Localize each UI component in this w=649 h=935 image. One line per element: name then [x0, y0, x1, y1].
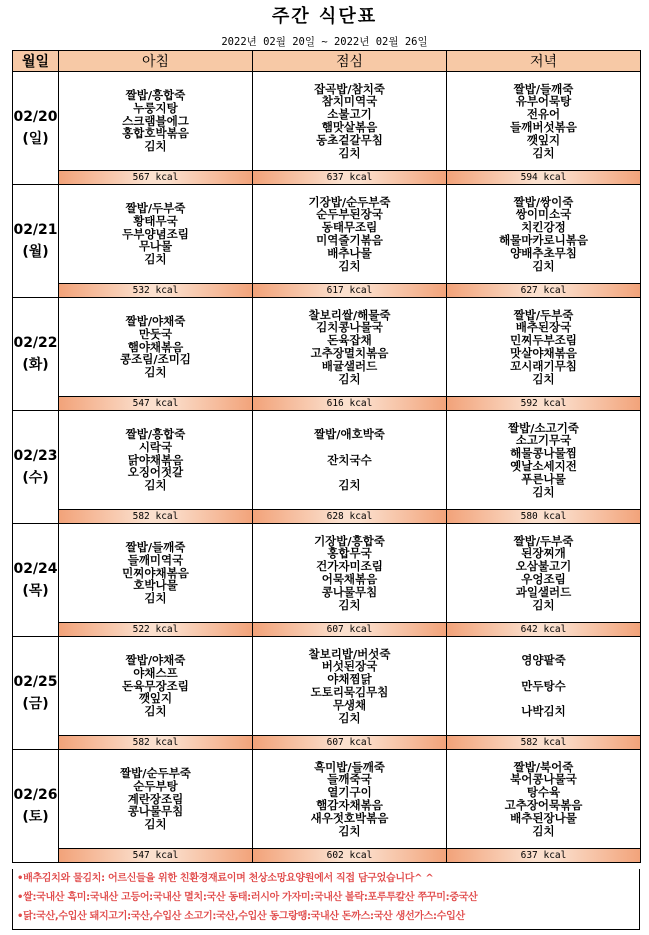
menu-item: 버섯된장국 [321, 659, 378, 674]
menu-item: 김치 [338, 597, 361, 612]
day-of-week: (일) [22, 131, 49, 147]
menu-item: 쌍이미소국 [515, 207, 572, 222]
header-row [13, 51, 641, 72]
note-line: •쌀:국내산 흑미:국내산 고등어:국내산 멸치:국산 동태:러시아 가자미:국내산 볼락:포루투칼산 쭈꾸미:중국산 [17, 892, 478, 903]
menu-item: 기장밥/흥합죽 [314, 533, 385, 548]
breakfast-cell [59, 524, 253, 623]
menu-item: 배추된장국 [515, 320, 572, 335]
breakfast-kcal: 522 kcal [59, 623, 253, 637]
menu-body [13, 72, 641, 863]
kcal-row [13, 736, 641, 750]
menu-item: 깻잎지 [526, 132, 561, 147]
menu-item: 돈육무장조림 [122, 678, 189, 693]
menu-item: 짤밥/소고기죽 [508, 420, 579, 435]
menu-item: 햄야채볶음 [127, 339, 184, 354]
day-date-cell [13, 524, 59, 637]
menu-item: 북어콩나물국 [510, 772, 577, 787]
menu-item: 김치 [144, 139, 167, 154]
menu-item: 김치 [144, 365, 167, 380]
day-date: 02/26 [13, 787, 58, 803]
menu-item: 소고기무국 [515, 433, 572, 448]
menu-item: 어묵채볶음 [321, 572, 378, 586]
note-line: •닭:국산,수입산 돼지고기:국산,수입산 소고기:국산,수입산 동그랑땡:국내산 돈까스:국산 생선가스:수입산 [17, 911, 465, 922]
menu-item: 참치미역국 [321, 94, 378, 109]
menu-item: 오징어젓갈 [127, 465, 184, 480]
day-of-week: (금) [22, 696, 49, 712]
menu-item: 고추장어묵볶음 [504, 798, 583, 812]
menu-item: 영양팥죽 [521, 653, 566, 667]
menu-item: 해물마카로니볶음 [499, 233, 588, 247]
menu-item: 두부양념조림 [122, 226, 189, 241]
lunch-kcal: 616 kcal [253, 397, 447, 411]
menu-item: 짤밥/두부죽 [125, 201, 186, 215]
dinner-cell [447, 637, 641, 736]
menu-item: 우엉조림 [521, 572, 566, 586]
menu-item: 양배추초무침 [510, 245, 577, 260]
lunch-cell [253, 298, 447, 397]
menu-item: 짤밥/애호박죽 [314, 427, 385, 441]
menu-item: 배추나물 [327, 245, 372, 260]
dinner-kcal: 580 kcal [447, 510, 641, 524]
menu-item: 꼬시래기무침 [510, 358, 577, 373]
breakfast-kcal: 547 kcal [59, 397, 253, 411]
menu-item: 짤밥/두부죽 [513, 533, 574, 548]
menu-item: 김치 [532, 597, 555, 612]
dinner-cell [447, 185, 641, 284]
dinner-cell [447, 750, 641, 849]
dinner-kcal: 592 kcal [447, 397, 641, 411]
day-date: 02/25 [13, 674, 58, 690]
menu-item: 김치 [532, 484, 555, 499]
menu-item: 콩나물무침 [321, 584, 378, 599]
lunch-cell [253, 72, 447, 171]
breakfast-kcal: 582 kcal [59, 510, 253, 524]
day-date: 02/24 [13, 561, 58, 577]
day-date: 02/20 [13, 109, 58, 125]
breakfast-kcal: 567 kcal [59, 171, 253, 185]
day-date: 02/21 [13, 222, 58, 238]
menu-item: 홍합호박볶음 [122, 126, 189, 141]
menu-item: 김치콩나물국 [316, 320, 383, 335]
menu-item: 닭야채볶음 [127, 452, 184, 467]
day-date-cell [13, 411, 59, 524]
dinner-cell [447, 524, 641, 623]
menu-item: 해물콩나물찜 [510, 446, 577, 461]
menu-item: 김치 [338, 371, 361, 386]
day-date-cell [13, 185, 59, 298]
menu-item: 호박나물 [133, 578, 178, 593]
menu-item: 짤밥/흥합죽 [125, 88, 186, 102]
day-of-week: (토) [22, 809, 49, 825]
lunch-cell [253, 750, 447, 849]
menu-item: 흑미밥/들깨죽 [314, 759, 385, 774]
menu-item: 건가자미조림 [316, 559, 383, 574]
breakfast-cell [59, 72, 253, 171]
menu-item: 들깨버섯볶음 [510, 120, 577, 134]
breakfast-cell [59, 411, 253, 510]
lunch-kcal: 607 kcal [253, 736, 447, 750]
menu-item: 만두탕수 [521, 678, 566, 693]
day-row [13, 750, 641, 849]
weekly-menu-table [12, 50, 641, 863]
menu-item [253, 441, 446, 454]
header-breakfast: 아침 [59, 51, 253, 72]
lunch-kcal: 628 kcal [253, 510, 447, 524]
day-row [13, 524, 641, 623]
menu-item: 동태무조림 [321, 220, 378, 235]
dinner-cell [447, 411, 641, 510]
notes-box [12, 869, 640, 930]
menu-item: 짤밥/두부죽 [513, 307, 574, 322]
menu-item: 동초겉갈무침 [316, 132, 383, 147]
day-of-week: (화) [22, 357, 49, 373]
lunch-cell [253, 524, 447, 623]
menu-item: 민찌야채볶음 [122, 565, 189, 580]
day-date: 02/23 [13, 448, 58, 464]
menu-item: 황태무국 [133, 213, 178, 228]
menu-item: 김치 [338, 258, 361, 273]
menu-item: 만둣국 [138, 326, 173, 341]
menu-item: 들깨죽국 [327, 772, 372, 787]
menu-item: 콩나물무침 [127, 804, 184, 819]
menu-item: 짤밥/야채죽 [125, 314, 186, 328]
menu-item: 민찌두부조림 [510, 333, 577, 348]
menu-item: 누룽지탕 [133, 100, 178, 115]
kcal-row [13, 284, 641, 298]
note-line: •배추김치와 물김치: 어르신들을 위한 친환경재료이며 천상소망요양원에서 직접 담구었습니다^ ^ [17, 873, 434, 884]
menu-item: 콩조림/조미김 [120, 352, 191, 367]
day-date-cell [13, 750, 59, 863]
menu-item: 전유어 [526, 107, 561, 122]
day-row [13, 72, 641, 171]
day-date-cell [13, 72, 59, 185]
menu-item: 김치 [532, 371, 555, 386]
menu-item: 햄맛살볶음 [321, 120, 378, 134]
kcal-row [13, 171, 641, 185]
menu-item: 순두부탕 [133, 778, 178, 793]
day-date: 02/22 [13, 335, 58, 351]
lunch-cell [253, 185, 447, 284]
day-of-week: (수) [22, 470, 49, 486]
breakfast-cell [59, 750, 253, 849]
menu-item: 소불고기 [327, 107, 372, 122]
menu-item: 짤밥/순두부죽 [120, 766, 191, 780]
menu-item: 잡곡밥/참치죽 [314, 81, 385, 96]
menu-item: 깻잎지 [138, 691, 173, 706]
menu-item: 새우젓호박볶음 [310, 810, 389, 825]
menu-item: 순두부된장국 [316, 207, 383, 222]
menu-item: 유부어묵탕 [515, 94, 572, 109]
menu-item: 김치 [144, 252, 167, 267]
menu-item: 계란장조림 [127, 791, 184, 806]
breakfast-kcal: 582 kcal [59, 736, 253, 750]
menu-item: 햄감자채볶음 [316, 798, 383, 812]
kcal-row [13, 397, 641, 411]
menu-item: 야채스프 [133, 665, 178, 680]
menu-item: 찰보리쌀/해물죽 [308, 307, 391, 322]
header-dinner: 저녁 [447, 51, 641, 72]
menu-item: 짤밥/쌍이죽 [513, 194, 574, 209]
menu-item: 시락국 [138, 439, 173, 454]
menu-item: 짤밥/흥합죽 [125, 427, 186, 441]
page-title: 주간 식단표 [271, 6, 378, 27]
menu-item: 김치 [338, 478, 361, 493]
day-row [13, 298, 641, 397]
dinner-cell [447, 72, 641, 171]
breakfast-kcal: 532 kcal [59, 284, 253, 298]
breakfast-cell [59, 185, 253, 284]
lunch-cell [253, 637, 447, 736]
menu-item: 나박김치 [521, 704, 566, 719]
header-date: 월일 [13, 51, 59, 72]
menu-item: 잔치국수 [327, 452, 372, 467]
day-of-week: (목) [22, 583, 49, 599]
menu-item: 옛날소세지전 [510, 459, 577, 473]
menu-item: 짤밥/북어죽 [513, 759, 574, 774]
menu-item: 무생채 [332, 697, 367, 712]
menu-item: 김치 [144, 817, 167, 832]
dinner-kcal: 637 kcal [447, 849, 641, 863]
lunch-kcal: 617 kcal [253, 284, 447, 298]
menu-item: 오삼불고기 [515, 559, 572, 574]
menu-item: 김치 [532, 145, 555, 160]
day-row [13, 411, 641, 510]
menu-item: 짤밥/들깨죽 [125, 540, 186, 554]
menu-item [447, 667, 640, 680]
menu-item: 김치 [338, 145, 361, 160]
menu-item: 고추장멸치볶음 [310, 346, 389, 360]
lunch-cell [253, 411, 447, 510]
breakfast-cell [59, 298, 253, 397]
dinner-kcal: 594 kcal [447, 171, 641, 185]
header-lunch: 점심 [253, 51, 447, 72]
menu-item: 된장찌개 [521, 546, 566, 561]
menu-item: 과일샐러드 [515, 584, 572, 599]
menu-item: 푸른나물 [521, 471, 566, 486]
menu-item: 홍합무국 [327, 546, 372, 561]
menu-item: 기장밥/순두부죽 [308, 194, 391, 209]
menu-item: 김치 [338, 823, 361, 838]
day-date-cell [13, 637, 59, 750]
menu-item: 탕수육 [526, 785, 561, 800]
menu-item: 김치 [144, 704, 167, 719]
day-row [13, 185, 641, 284]
kcal-row [13, 849, 641, 863]
dinner-cell [447, 298, 641, 397]
lunch-kcal: 637 kcal [253, 171, 447, 185]
menu-item: 김치 [532, 823, 555, 838]
breakfast-cell [59, 637, 253, 736]
menu-item: 도토리묵김무침 [310, 685, 389, 699]
menu-item: 짤밥/야채죽 [125, 653, 186, 667]
menu-item: 스크램블에그 [122, 113, 189, 128]
menu-item: 무나물 [138, 239, 173, 254]
menu-item: 열기구이 [327, 785, 372, 800]
dinner-kcal: 642 kcal [447, 623, 641, 637]
menu-item: 미역줄기볶음 [316, 233, 383, 247]
menu-item: 배귤샐러드 [321, 358, 378, 373]
kcal-row [13, 623, 641, 637]
menu-item: 배추된장나물 [510, 810, 577, 825]
menu-item: 김치 [144, 591, 167, 606]
dinner-kcal: 582 kcal [447, 736, 641, 750]
menu-item: 들깨미역국 [127, 552, 184, 567]
day-date-cell [13, 298, 59, 411]
date-range: 2022년 02월 20일 ~ 2022년 02월 26일 [221, 36, 428, 48]
dinner-kcal: 627 kcal [447, 284, 641, 298]
menu-item: 김치 [338, 710, 361, 725]
menu-item: 맛살야채볶음 [510, 346, 577, 360]
menu-item: 찰보리밥/버섯죽 [308, 646, 391, 661]
menu-item: 치킨강정 [521, 220, 566, 235]
menu-item: 김치 [532, 258, 555, 273]
menu-item: 야채찜닭 [327, 672, 372, 687]
day-of-week: (월) [22, 244, 49, 260]
day-row [13, 637, 641, 736]
menu-item: 김치 [144, 478, 167, 493]
breakfast-kcal: 547 kcal [59, 849, 253, 863]
menu-item: 돈육잡채 [327, 333, 372, 348]
lunch-kcal: 607 kcal [253, 623, 447, 637]
menu-item: 짤밥/들깨죽 [513, 81, 574, 96]
lunch-kcal: 602 kcal [253, 849, 447, 863]
kcal-row [13, 510, 641, 524]
